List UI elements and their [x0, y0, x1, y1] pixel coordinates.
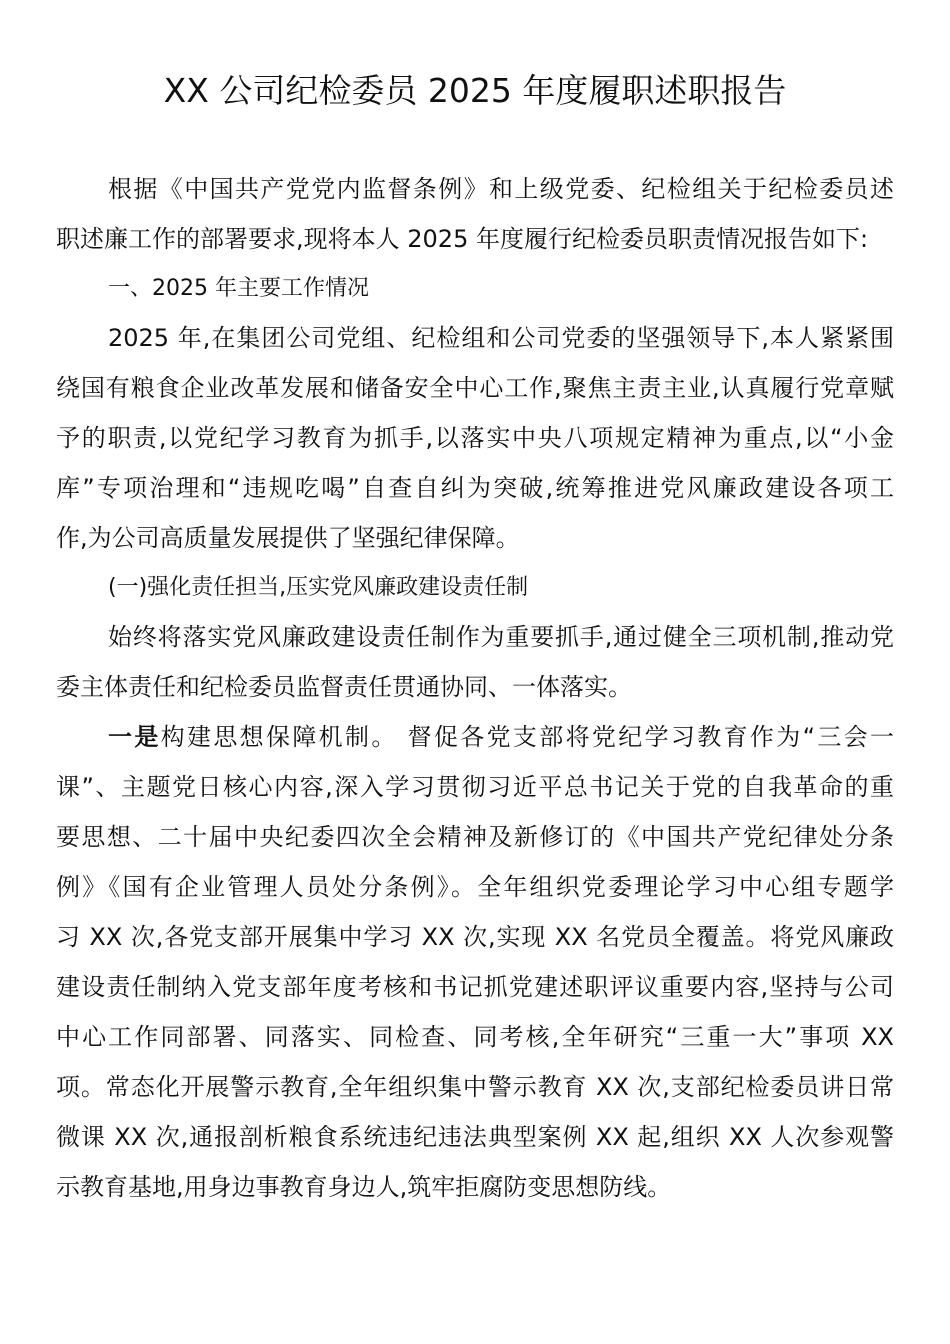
- paragraph-summary-line: 绕国有粮食企业改革发展和储备安全中心工作,聚焦主责主业,认真履行党章赋: [56, 374, 894, 402]
- paragraph-responsibility-line: 始终将落实党风廉政建设责任制作为重要抓手,通过健全三项机制,推动党: [108, 623, 894, 651]
- paragraph-mechanism-line: 中心工作同部署、同落实、同检查、同考核,全年研究“三重一大”事项 XX: [56, 1023, 894, 1051]
- paragraph-summary-line: 库”专项治理和“违规吃喝”自查自纠为突破,统筹推进党风廉政建设各项工: [56, 474, 894, 502]
- paragraph-mechanism-line: 微课 XX 次,通报剖析粮食系统违纪违法典型案例 XX 起,组织 XX 人次参观警: [56, 1123, 894, 1151]
- mechanism-text: 构建思想保障机制。 督促各党支部将党纪学习教育作为“三会一: [160, 723, 895, 751]
- document-title: XX 公司纪检委员 2025 年度履职述职报告: [163, 71, 787, 110]
- paragraph-summary-line: 作,为公司高质量发展提供了坚强纪律保障。: [56, 524, 520, 552]
- subsection-heading: (一)强化责任担当,压实党风廉政建设责任制: [108, 575, 529, 600]
- paragraph-mechanism-line: 要思想、二十届中央纪委四次全会精神及新修订的《中国共产党纪律处分条: [56, 823, 894, 851]
- paragraph-mechanism-line: 习 XX 次,各党支部开展集中学习 XX 次,实现 XX 名党员全覆盖。将党风廉政: [56, 923, 894, 951]
- paragraph-summary-line: 2025 年,在集团公司党组、纪检组和公司党委的坚强领导下,本人紧紧围: [108, 324, 894, 352]
- paragraph-summary-line: 予的职责,以党纪学习教育为抓手,以落实中央八项规定精神为重点,以“小金: [56, 424, 894, 452]
- paragraph-mechanism-line: 例》《国有企业管理人员处分条例》。全年组织党委理论学习中心组专题学: [56, 873, 894, 901]
- paragraph-mechanism-line: 建设责任制纳入党支部年度考核和书记抓党建述职评议重要内容,坚持与公司: [56, 973, 894, 1001]
- paragraph-mechanism-line: [108, 720, 894, 754]
- section-heading: 一、2025 年主要工作情况: [108, 276, 369, 301]
- paragraph-intro-line: 职述廉工作的部署要求,现将本人 2025 年度履行纪检委员职责情况报告如下:: [56, 225, 869, 253]
- paragraph-mechanism-line: 示教育基地,用身边事教育身边人,筑牢拒腐防变思想防线。: [56, 1173, 672, 1201]
- paragraph-mechanism-line: 项。常态化开展警示教育,全年组织集中警示教育 XX 次,支部纪检委员讲日常: [56, 1073, 894, 1101]
- paragraph-responsibility-line: 委主体责任和纪检委员监督责任贯通协同、一体落实。: [56, 673, 632, 701]
- paragraph-intro-line: 根据《中国共产党党内监督条例》和上级党委、纪检组关于纪检委员述: [108, 175, 894, 203]
- paragraph-mechanism-line: 课”、主题党日核心内容,深入学习贯彻习近平总书记关于党的自我革命的重: [56, 773, 894, 801]
- lead-label: 一是: [108, 723, 161, 751]
